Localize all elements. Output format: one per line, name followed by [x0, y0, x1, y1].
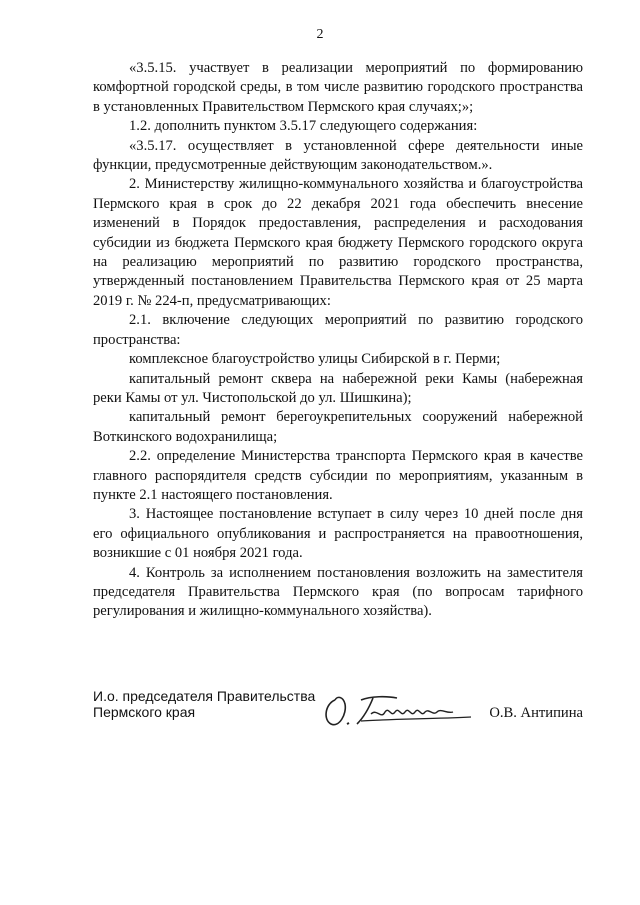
paragraph-4: 4. Контроль за исполнением постановления возложить на заместителя председателя Правительства Пермского края (по вопросам тарифного регулирования и жилищно-коммунального хозяйства). — [93, 564, 583, 620]
paragraph-2-2: 2.2. определение Министерства транспорта Пермского края в качестве главного распорядителя средств субсидии по мероприятиям, указанным в пункте 2.1 настоящего постановления. — [93, 448, 583, 503]
paragraph-3: 3. Настоящее постановление вступает в силу через 10 дней после дня его официального опубликования и распространяется на правоотношения, возникшие с 01 ноября 2021 года. — [93, 506, 583, 562]
paragraph-3-5-17: «3.5.17. осуществляет в установленной сфере деятельности иные функции, предусмотренные действующим законодательством.». — [93, 137, 583, 174]
signer-title-line1: И.о. председателя Правительства — [93, 688, 316, 704]
list-item-sibirskaya: комплексное благоустройство улицы Сибирской в г. Перми; — [129, 351, 501, 368]
document-body — [93, 59, 583, 622]
paragraph-1-2: 1.2. дополнить пунктом 3.5.17 следующего содержания: — [129, 118, 478, 135]
paragraph-2-1: 2.1. включение следующих мероприятий по развитию городского пространства: — [93, 312, 583, 348]
signer-name: О.В. Антипина — [489, 705, 583, 721]
list-item-votkinsk-embankment: капитальный ремонт берегоукрепительных сооружений набережной Воткинского водохранилища; — [93, 409, 583, 445]
list-item-kama-square: капитальный ремонт сквера на набережной реки Камы (набережная реки Камы от ул. Чистопольской до ул. Шишкина); — [93, 370, 583, 406]
signer-title — [93, 688, 323, 720]
paragraph-3-5-15: «3.5.15. участвует в реализации мероприятий по формированию комфортной городской среды, в том числе развитию городского пространства в установленных Правительством Пермского края случаях;»; — [93, 60, 583, 115]
handwritten-signature — [321, 690, 481, 730]
page-number: 2 — [316, 27, 324, 42]
signer-title-line2: Пермского края — [93, 704, 196, 720]
signature-block — [93, 688, 583, 738]
paragraph-2: 2. Министерству жилищно-коммунального хозяйства и благоустройства Пермского края в срок до 22 декабря 2021 года обеспечить внесение изменений в Порядок предоставления, распределения и расходования субсидии из бюджета Пермского края бюджету Пермского городского округа на реализацию мероприятий по развитию городского пространства, утвержденный постановлением Правительства Пермского края от 25 марта 2019 г. № 224-п, предусматривающих: — [93, 176, 583, 309]
